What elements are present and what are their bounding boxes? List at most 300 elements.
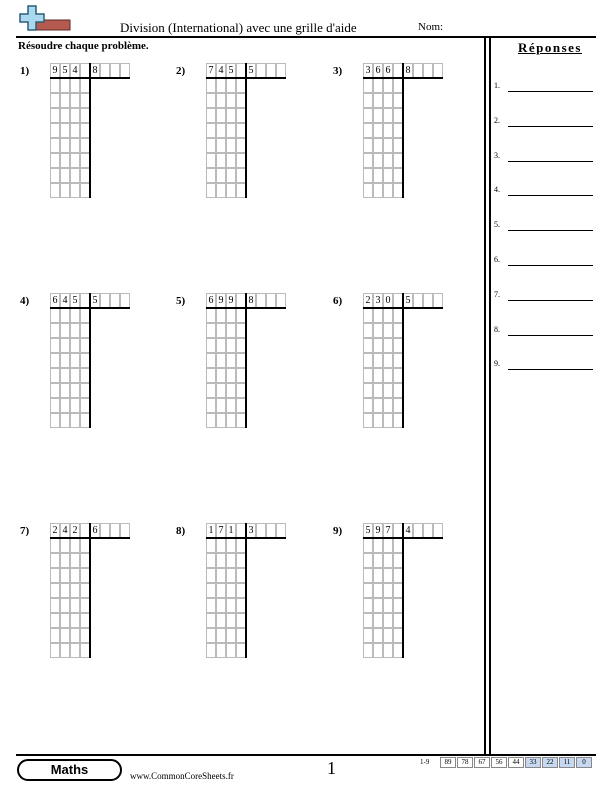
problem-label: 7) — [20, 525, 30, 537]
problem-label: 2) — [176, 65, 186, 77]
quotient-bar — [245, 537, 286, 539]
grid-cell[interactable] — [363, 553, 373, 568]
grid-cell[interactable] — [50, 538, 60, 553]
grid-cell[interactable] — [216, 138, 226, 153]
grid-cell[interactable] — [50, 643, 60, 658]
dividend-digit: 6 — [206, 293, 216, 308]
grid-cell[interactable] — [373, 338, 383, 353]
grid-cell[interactable] — [226, 323, 236, 338]
grid-cell[interactable] — [60, 383, 70, 398]
grid-cell[interactable] — [373, 353, 383, 368]
grid-cell[interactable] — [383, 108, 393, 123]
division-bar — [402, 63, 404, 198]
grid-cell[interactable] — [373, 93, 383, 108]
grid-cell[interactable] — [206, 553, 216, 568]
grid-cell[interactable] — [60, 353, 70, 368]
division-bar — [89, 523, 91, 658]
grid-cell[interactable] — [226, 628, 236, 643]
grid-cell[interactable] — [60, 568, 70, 583]
grid-cell[interactable] — [60, 583, 70, 598]
grid-cell[interactable] — [383, 323, 393, 338]
grid-cell[interactable] — [50, 168, 60, 183]
grid-cell[interactable] — [50, 398, 60, 413]
grid-cell[interactable] — [276, 63, 286, 78]
grid-cell[interactable] — [226, 368, 236, 383]
answer-line[interactable] — [508, 369, 593, 370]
grid-cell[interactable] — [110, 293, 120, 308]
grid-cell[interactable] — [216, 108, 226, 123]
grid-cell[interactable] — [226, 338, 236, 353]
grid-cell[interactable] — [383, 93, 393, 108]
grid-cell[interactable] — [216, 383, 226, 398]
grid-cell[interactable] — [363, 323, 373, 338]
answer-number: 5. — [494, 220, 500, 229]
grid-cell[interactable] — [206, 108, 216, 123]
grid-cell[interactable] — [206, 368, 216, 383]
grid-cell[interactable] — [433, 293, 443, 308]
grid-cell[interactable] — [60, 183, 70, 198]
problem-label: 8) — [176, 525, 186, 537]
divisor-digit: 5 — [246, 63, 256, 78]
grid-cell[interactable] — [363, 613, 373, 628]
grid-cell[interactable] — [226, 568, 236, 583]
grid-cell[interactable] — [206, 123, 216, 138]
grid-cell[interactable] — [373, 568, 383, 583]
grid-cell[interactable] — [373, 323, 383, 338]
grid-cell[interactable] — [373, 628, 383, 643]
grid-cell[interactable] — [70, 323, 80, 338]
grid-cell[interactable] — [373, 398, 383, 413]
grid-cell[interactable] — [206, 138, 216, 153]
grid-cell[interactable] — [383, 153, 393, 168]
grid-cell[interactable] — [60, 613, 70, 628]
grid-cell[interactable] — [60, 93, 70, 108]
grid-cell[interactable] — [70, 398, 80, 413]
division-problem — [333, 523, 463, 683]
grid-cell[interactable] — [363, 538, 373, 553]
grid-cell[interactable] — [413, 293, 423, 308]
grid-cell[interactable] — [206, 323, 216, 338]
grid-cell[interactable] — [70, 308, 80, 323]
grid-cell[interactable] — [363, 138, 373, 153]
grid-cell[interactable] — [276, 523, 286, 538]
grid-cell[interactable] — [373, 613, 383, 628]
grid-cell[interactable] — [363, 93, 373, 108]
grid-cell[interactable] — [60, 308, 70, 323]
grid-cell[interactable] — [50, 568, 60, 583]
answer-item — [494, 116, 594, 128]
answers-title: Réponses — [517, 40, 582, 55]
grid-cell[interactable] — [383, 553, 393, 568]
grid-cell[interactable] — [363, 183, 373, 198]
grid-cell[interactable] — [363, 568, 373, 583]
grid-cell[interactable] — [363, 108, 373, 123]
grid-cell[interactable] — [110, 523, 120, 538]
grid-cell[interactable] — [206, 308, 216, 323]
grid-cell[interactable] — [226, 153, 236, 168]
grid-cell[interactable] — [373, 183, 383, 198]
division-problem — [176, 523, 306, 683]
plus-logo-icon — [16, 4, 72, 38]
grid-cell[interactable] — [70, 568, 80, 583]
division-problem — [333, 293, 463, 453]
grid-cell[interactable] — [383, 568, 393, 583]
grid-cell[interactable] — [216, 553, 226, 568]
dividend-underline — [206, 537, 246, 539]
answer-line[interactable] — [508, 300, 593, 301]
grid-cell[interactable] — [70, 583, 80, 598]
grid-cell[interactable] — [226, 553, 236, 568]
grid-cell[interactable] — [100, 523, 110, 538]
grid-cell[interactable] — [383, 643, 393, 658]
grid-cell[interactable] — [216, 123, 226, 138]
grid-cell[interactable] — [70, 628, 80, 643]
grid-cell[interactable] — [60, 153, 70, 168]
grid-cell[interactable] — [206, 613, 216, 628]
grid-cell[interactable] — [363, 413, 373, 428]
grid-cell[interactable] — [206, 398, 216, 413]
grid-cell[interactable] — [266, 523, 276, 538]
grid-cell[interactable] — [50, 383, 60, 398]
grid-cell[interactable] — [60, 368, 70, 383]
grid-cell[interactable] — [373, 368, 383, 383]
grid-cell[interactable] — [373, 138, 383, 153]
grid-cell[interactable] — [423, 523, 433, 538]
grid-cell[interactable] — [50, 628, 60, 643]
grid-cell[interactable] — [70, 108, 80, 123]
answer-item — [494, 255, 594, 267]
grid-cell[interactable] — [50, 598, 60, 613]
grid-cell[interactable] — [216, 168, 226, 183]
grid-cell[interactable] — [363, 598, 373, 613]
grid-cell[interactable] — [70, 123, 80, 138]
grid-cell[interactable] — [206, 643, 216, 658]
grid-cell[interactable] — [216, 413, 226, 428]
grid-cell[interactable] — [70, 538, 80, 553]
grid-cell[interactable] — [60, 538, 70, 553]
grid-cell[interactable] — [70, 168, 80, 183]
grid-cell[interactable] — [413, 523, 423, 538]
problem-label: 9) — [333, 525, 343, 537]
answer-line[interactable] — [508, 126, 593, 127]
grid-cell[interactable] — [206, 413, 216, 428]
quotient-bar — [402, 77, 443, 79]
quotient-bar — [89, 307, 130, 309]
grid-cell[interactable] — [70, 383, 80, 398]
problem-label: 1) — [20, 65, 30, 77]
grid-cell[interactable] — [363, 643, 373, 658]
grid-cell[interactable] — [383, 538, 393, 553]
dividend-digit: 6 — [50, 293, 60, 308]
grid-cell[interactable] — [433, 63, 443, 78]
answer-line[interactable] — [508, 230, 593, 231]
grid-cell[interactable] — [373, 383, 383, 398]
dividend-digit: 1 — [226, 523, 236, 538]
grid-cell[interactable] — [70, 598, 80, 613]
grid-cell[interactable] — [226, 183, 236, 198]
grid-cell[interactable] — [50, 613, 60, 628]
grid-cell[interactable] — [256, 63, 266, 78]
dividend-underline — [50, 307, 90, 309]
grid-cell[interactable] — [206, 183, 216, 198]
grid-cell[interactable] — [226, 413, 236, 428]
grid-cell[interactable] — [383, 338, 393, 353]
grid-cell[interactable] — [110, 63, 120, 78]
grid-cell[interactable] — [216, 628, 226, 643]
division-problem — [333, 63, 463, 223]
grid-cell[interactable] — [373, 123, 383, 138]
division-bar — [245, 63, 247, 198]
grid-cell[interactable] — [206, 583, 216, 598]
grid-cell[interactable] — [50, 583, 60, 598]
grid-cell[interactable] — [206, 93, 216, 108]
grid-cell[interactable] — [266, 293, 276, 308]
grid-cell[interactable] — [363, 628, 373, 643]
grid-cell[interactable] — [70, 368, 80, 383]
grid-cell[interactable] — [383, 613, 393, 628]
grid-cell[interactable] — [206, 598, 216, 613]
division-bar — [402, 523, 404, 658]
grid-cell[interactable] — [70, 153, 80, 168]
grid-cell[interactable] — [216, 643, 226, 658]
dividend-underline — [363, 537, 403, 539]
grid-cell[interactable] — [120, 63, 130, 78]
dividend-digit: 0 — [383, 293, 393, 308]
grid-cell[interactable] — [216, 93, 226, 108]
grid-cell[interactable] — [363, 123, 373, 138]
grid-cell[interactable] — [373, 553, 383, 568]
grid-cell[interactable] — [206, 383, 216, 398]
answer-item — [494, 81, 594, 93]
grid-cell[interactable] — [383, 583, 393, 598]
grid-cell[interactable] — [216, 183, 226, 198]
answer-number: 7. — [494, 290, 500, 299]
grid-cell[interactable] — [256, 523, 266, 538]
grid-cell[interactable] — [70, 613, 80, 628]
answer-line[interactable] — [508, 91, 593, 92]
grid-cell[interactable] — [266, 63, 276, 78]
grid-cell[interactable] — [206, 168, 216, 183]
grid-cell[interactable] — [60, 628, 70, 643]
page-title: Division (International) avec une grille d'aide — [120, 20, 357, 35]
grid-cell[interactable] — [383, 413, 393, 428]
grid-cell[interactable] — [373, 153, 383, 168]
grid-cell[interactable] — [226, 583, 236, 598]
divisor-digit: 4 — [403, 523, 413, 538]
dividend-underline — [363, 307, 403, 309]
grid-cell[interactable] — [383, 598, 393, 613]
grid-cell[interactable] — [50, 138, 60, 153]
grid-cell[interactable] — [413, 63, 423, 78]
grid-cell[interactable] — [70, 353, 80, 368]
grid-cell[interactable] — [226, 598, 236, 613]
grid-cell[interactable] — [383, 183, 393, 198]
grid-cell[interactable] — [60, 398, 70, 413]
grid-cell[interactable] — [423, 63, 433, 78]
grid-cell[interactable] — [216, 583, 226, 598]
dividend-digit: 4 — [70, 63, 80, 78]
grid-cell[interactable] — [100, 63, 110, 78]
grid-cell[interactable] — [383, 138, 393, 153]
answer-item — [494, 185, 594, 197]
answer-line[interactable] — [508, 195, 593, 196]
grid-cell[interactable] — [70, 183, 80, 198]
answer-line[interactable] — [508, 335, 593, 336]
grid-cell[interactable] — [226, 613, 236, 628]
grid-cell[interactable] — [60, 123, 70, 138]
grid-cell[interactable] — [226, 78, 236, 93]
grid-cell[interactable] — [373, 108, 383, 123]
grid-cell[interactable] — [60, 598, 70, 613]
division-bar — [245, 293, 247, 428]
grid-cell[interactable] — [383, 628, 393, 643]
grid-cell[interactable] — [120, 523, 130, 538]
grid-cell[interactable] — [216, 78, 226, 93]
grid-cell[interactable] — [383, 308, 393, 323]
grid-cell[interactable] — [226, 168, 236, 183]
grid-cell[interactable] — [383, 123, 393, 138]
maths-badge: Maths — [17, 759, 122, 781]
grid-cell[interactable] — [60, 168, 70, 183]
answer-item — [494, 325, 594, 337]
grid-cell[interactable] — [50, 553, 60, 568]
grid-cell[interactable] — [383, 368, 393, 383]
grid-cell[interactable] — [60, 553, 70, 568]
grid-cell[interactable] — [206, 628, 216, 643]
grid-cell[interactable] — [226, 93, 236, 108]
grid-cell[interactable] — [206, 78, 216, 93]
grid-cell[interactable] — [216, 353, 226, 368]
grid-cell[interactable] — [50, 108, 60, 123]
grid-cell[interactable] — [373, 598, 383, 613]
grid-cell[interactable] — [216, 398, 226, 413]
dividend-digit: 4 — [216, 63, 226, 78]
grid-cell[interactable] — [216, 613, 226, 628]
grid-cell[interactable] — [373, 643, 383, 658]
grid-cell[interactable] — [363, 308, 373, 323]
grid-cell[interactable] — [60, 643, 70, 658]
grid-cell[interactable] — [206, 353, 216, 368]
division-problem — [20, 523, 150, 683]
grid-cell[interactable] — [226, 108, 236, 123]
grid-cell[interactable] — [70, 78, 80, 93]
grid-cell[interactable] — [70, 93, 80, 108]
grid-cell[interactable] — [226, 398, 236, 413]
grid-cell[interactable] — [50, 183, 60, 198]
grid-cell[interactable] — [226, 138, 236, 153]
grid-cell[interactable] — [50, 353, 60, 368]
grid-cell[interactable] — [363, 368, 373, 383]
grid-cell[interactable] — [50, 123, 60, 138]
grid-cell[interactable] — [60, 413, 70, 428]
grid-cell[interactable] — [120, 293, 130, 308]
grid-cell[interactable] — [216, 598, 226, 613]
grid-cell[interactable] — [373, 583, 383, 598]
grid-cell[interactable] — [50, 93, 60, 108]
grid-cell[interactable] — [363, 353, 373, 368]
grid-cell[interactable] — [50, 308, 60, 323]
grid-cell[interactable] — [256, 293, 266, 308]
division-problem — [176, 293, 306, 453]
grid-cell[interactable] — [60, 108, 70, 123]
grid-cell[interactable] — [226, 383, 236, 398]
grid-cell[interactable] — [383, 383, 393, 398]
grid-cell[interactable] — [363, 78, 373, 93]
score-cell: 89 — [440, 757, 456, 768]
grid-cell[interactable] — [206, 338, 216, 353]
score-cell: 22 — [542, 757, 558, 768]
grid-cell[interactable] — [276, 293, 286, 308]
grid-cell[interactable] — [373, 538, 383, 553]
grid-cell[interactable] — [373, 413, 383, 428]
grid-cell[interactable] — [50, 78, 60, 93]
grid-cell[interactable] — [216, 368, 226, 383]
grid-cell[interactable] — [70, 643, 80, 658]
grid-cell[interactable] — [50, 323, 60, 338]
grid-cell[interactable] — [363, 583, 373, 598]
grid-cell[interactable] — [433, 523, 443, 538]
grid-cell[interactable] — [373, 168, 383, 183]
answer-line[interactable] — [508, 161, 593, 162]
grid-cell[interactable] — [363, 338, 373, 353]
name-label: Nom: — [418, 21, 444, 33]
grid-cell[interactable] — [216, 153, 226, 168]
division-bar — [402, 293, 404, 428]
dividend-digit: 7 — [206, 63, 216, 78]
grid-cell[interactable] — [70, 413, 80, 428]
grid-cell[interactable] — [60, 338, 70, 353]
grid-cell[interactable] — [50, 153, 60, 168]
grid-cell[interactable] — [373, 78, 383, 93]
grid-cell[interactable] — [383, 78, 393, 93]
problem-label: 6) — [333, 295, 343, 307]
grid-cell[interactable] — [100, 293, 110, 308]
grid-cell[interactable] — [70, 553, 80, 568]
grid-cell[interactable] — [216, 323, 226, 338]
grid-cell[interactable] — [60, 138, 70, 153]
grid-cell[interactable] — [226, 308, 236, 323]
grid-cell[interactable] — [70, 138, 80, 153]
grid-cell[interactable] — [363, 168, 373, 183]
grid-cell[interactable] — [363, 383, 373, 398]
grid-cell[interactable] — [423, 293, 433, 308]
grid-cell[interactable] — [60, 323, 70, 338]
grid-cell[interactable] — [206, 568, 216, 583]
answer-line[interactable] — [508, 265, 593, 266]
grid-cell[interactable] — [363, 398, 373, 413]
grid-cell[interactable] — [206, 538, 216, 553]
grid-cell[interactable] — [50, 368, 60, 383]
grid-cell[interactable] — [383, 353, 393, 368]
grid-cell[interactable] — [226, 123, 236, 138]
grid-cell[interactable] — [60, 78, 70, 93]
grid-cell[interactable] — [383, 398, 393, 413]
grid-cell[interactable] — [373, 308, 383, 323]
grid-cell[interactable] — [226, 538, 236, 553]
grid-cell[interactable] — [363, 153, 373, 168]
grid-cell[interactable] — [216, 538, 226, 553]
grid-cell[interactable] — [216, 568, 226, 583]
grid-cell[interactable] — [216, 338, 226, 353]
grid-cell[interactable] — [206, 153, 216, 168]
grid-cell[interactable] — [50, 413, 60, 428]
grid-cell[interactable] — [226, 643, 236, 658]
grid-cell[interactable] — [70, 338, 80, 353]
grid-cell[interactable] — [226, 353, 236, 368]
grid-cell[interactable] — [383, 168, 393, 183]
grid-cell[interactable] — [216, 308, 226, 323]
grid-cell[interactable] — [50, 338, 60, 353]
